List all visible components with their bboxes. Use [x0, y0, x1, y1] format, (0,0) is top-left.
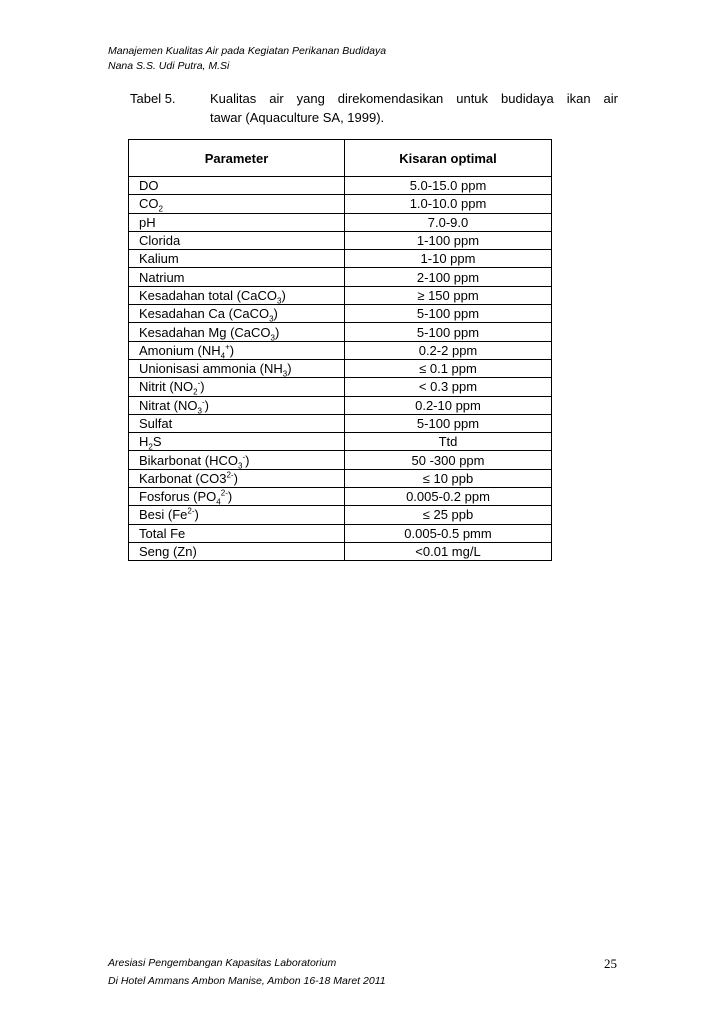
- parameter-name: Seng (Zn): [139, 544, 197, 560]
- range-cell: ≥ 150 ppm: [345, 286, 552, 304]
- parameter-name: Fosforus (PO: [139, 489, 217, 505]
- parameter-subscript: 3: [269, 314, 274, 324]
- range-cell: ≤ 0.1 ppm: [345, 359, 552, 377]
- page-number: 25: [604, 956, 617, 971]
- range-cell: 50 -300 ppm: [345, 451, 552, 469]
- range-cell: 5-100 ppm: [345, 305, 552, 323]
- parameter-subscript: 3: [277, 296, 282, 306]
- range-cell: 1-100 ppm: [345, 231, 552, 249]
- range-cell: 1.0-10.0 ppm: [345, 195, 552, 213]
- parameter-cell: [129, 396, 345, 414]
- parameter-name: Sulfat: [139, 416, 173, 431]
- parameter-name: CO: [139, 196, 159, 212]
- parameter-cell: [129, 378, 345, 396]
- parameter-tail: ): [233, 470, 238, 486]
- parameter-superscript: 2-: [220, 488, 228, 498]
- parameter-subscript: 3: [282, 369, 288, 379]
- parameter-subscript: 3: [270, 333, 275, 343]
- table-row: [129, 451, 552, 469]
- parameter-cell: [129, 268, 345, 286]
- parameter-tail: ): [274, 324, 280, 340]
- parameter-cell: [129, 506, 345, 524]
- parameter-cell: [129, 231, 345, 249]
- parameter-subscript: 3: [237, 461, 243, 471]
- table-row: [129, 414, 552, 432]
- parameter-cell: [129, 341, 345, 359]
- parameter-name: Karbonat (CO3: [139, 470, 227, 486]
- caption-label: Tabel 5.: [130, 91, 176, 106]
- parameter-cell: [129, 488, 345, 506]
- parameter-name: Natrium: [139, 269, 185, 285]
- range-cell: ≤ 25 ppb: [345, 506, 552, 524]
- range-cell: 0.005-0.2 ppm: [345, 488, 552, 506]
- range-cell: 2-100 ppm: [345, 268, 552, 286]
- table-row: [129, 433, 552, 451]
- parameter-cell: [129, 213, 345, 231]
- range-cell: 0.005-0.5 pmm: [345, 524, 552, 542]
- header-title: Manajemen Kualitas Air pada Kegiatan Perikanan Budidaya: [108, 45, 387, 57]
- parameter-tail: ): [245, 452, 250, 468]
- range-cell: ≤ 10 ppb: [345, 469, 552, 487]
- table-row: [129, 195, 552, 213]
- parameter-name: Kesadahan Ca (CaCO: [139, 306, 270, 322]
- parameter-cell: [129, 433, 345, 451]
- table-row: [129, 488, 552, 506]
- caption-text-line2: tawar (Aquaculture SA, 1999).: [210, 110, 385, 125]
- range-cell: 5-100 ppm: [345, 414, 552, 432]
- parameter-name: Bikarbonat (HCO: [139, 452, 238, 468]
- table-row: [129, 524, 552, 542]
- range-cell: 5.0-15.0 ppm: [345, 177, 552, 195]
- parameter-subscript: 4: [220, 351, 226, 361]
- running-footer: [108, 954, 386, 990]
- table-row: [129, 469, 552, 487]
- parameter-name: H: [139, 434, 149, 450]
- table-row: [129, 177, 552, 195]
- parameter-cell: [129, 469, 345, 487]
- parameter-tail: ): [273, 306, 278, 322]
- parameter-tail: ): [194, 507, 199, 523]
- parameter-superscript: -: [242, 452, 246, 462]
- parameter-name: DO: [139, 178, 159, 194]
- parameter-name: Total Fe: [139, 525, 186, 541]
- parameter-name: Amonium (NH: [139, 342, 221, 358]
- table-header-row: [129, 140, 552, 177]
- parameter-name: Nitrat (NO: [139, 397, 198, 413]
- parameter-cell: [129, 250, 345, 268]
- parameter-tail: ): [200, 379, 205, 395]
- parameter-subscript: 2: [193, 388, 198, 397]
- parameter-superscript: +: [225, 342, 230, 352]
- range-cell: 5-100 ppm: [345, 323, 552, 341]
- running-header: [108, 44, 386, 74]
- water-quality-table: [128, 139, 552, 561]
- caption-text-line1: Kualitas air yang direkomendasikan untuk budidaya ikan air: [210, 91, 618, 106]
- header-range: Kisaran optimal: [345, 140, 552, 177]
- parameter-tail: ): [229, 342, 235, 358]
- table-row: [129, 286, 552, 304]
- table-row: [129, 378, 552, 396]
- table-row: [129, 305, 552, 323]
- table-row: [129, 231, 552, 249]
- parameter-cell: [129, 414, 345, 432]
- parameter-tail: ): [204, 397, 209, 413]
- parameter-cell: [129, 323, 345, 341]
- parameter-name: Besi (Fe: [139, 507, 188, 523]
- parameter-subscript: 3: [197, 406, 202, 416]
- parameter-name: Kalium: [139, 251, 179, 267]
- table-row: [129, 542, 552, 560]
- parameter-name: Nitrit (NO: [139, 379, 194, 395]
- range-cell: 7.0-9.0: [345, 213, 552, 231]
- parameter-tail: S: [152, 434, 162, 450]
- parameter-subscript: 2: [148, 442, 153, 452]
- parameter-subscript: 4: [216, 497, 221, 507]
- header-author: Nana S.S. Udi Putra, M.Si: [108, 60, 230, 72]
- range-cell: 1-10 ppm: [345, 250, 552, 268]
- range-cell: Ttd: [345, 433, 552, 451]
- table-row: [129, 250, 552, 268]
- parameter-name: Unionisasi ammonia (NH: [139, 361, 283, 377]
- table-row: [129, 268, 552, 286]
- parameter-tail: ): [287, 361, 292, 377]
- parameter-cell: [129, 542, 345, 560]
- parameter-cell: [129, 359, 345, 377]
- table-body: [129, 177, 552, 561]
- header-parameter: Parameter: [129, 140, 345, 177]
- parameter-tail: ): [281, 287, 286, 303]
- parameter-subscript: 2: [158, 205, 163, 215]
- table-row: [129, 323, 552, 341]
- parameter-name: Kesadahan total (CaCO: [139, 287, 278, 303]
- parameter-name: pH: [139, 214, 156, 230]
- range-cell: 0.2-2 ppm: [345, 341, 552, 359]
- parameter-superscript: 2-: [187, 507, 195, 517]
- table-row: [129, 213, 552, 231]
- parameter-cell: [129, 177, 345, 195]
- parameter-cell: [129, 305, 345, 323]
- range-cell: 0.2-10 ppm: [345, 396, 552, 414]
- parameter-cell: [129, 286, 345, 304]
- range-cell: < 0.3 ppm: [345, 378, 552, 396]
- parameter-name: Kesadahan Mg (CaCO: [139, 324, 271, 340]
- footer-venue: Di Hotel Ammans Ambon Manise, Ambon 16-18 Maret 2011: [108, 975, 386, 987]
- parameter-cell: [129, 195, 345, 213]
- parameter-superscript: 2-: [226, 470, 234, 480]
- table-row: [129, 396, 552, 414]
- range-cell: <0.01 mg/L: [345, 542, 552, 560]
- parameter-cell: [129, 451, 345, 469]
- table-row: [129, 359, 552, 377]
- table-row: [129, 341, 552, 359]
- parameter-name: Clorida: [139, 233, 181, 249]
- parameter-cell: [129, 524, 345, 542]
- footer-event: Aresiasi Pengembangan Kapasitas Laboratorium: [108, 957, 337, 969]
- table-row: [129, 506, 552, 524]
- parameter-superscript: -: [201, 397, 205, 407]
- parameter-tail: ): [227, 489, 233, 505]
- parameter-superscript: -: [197, 379, 201, 389]
